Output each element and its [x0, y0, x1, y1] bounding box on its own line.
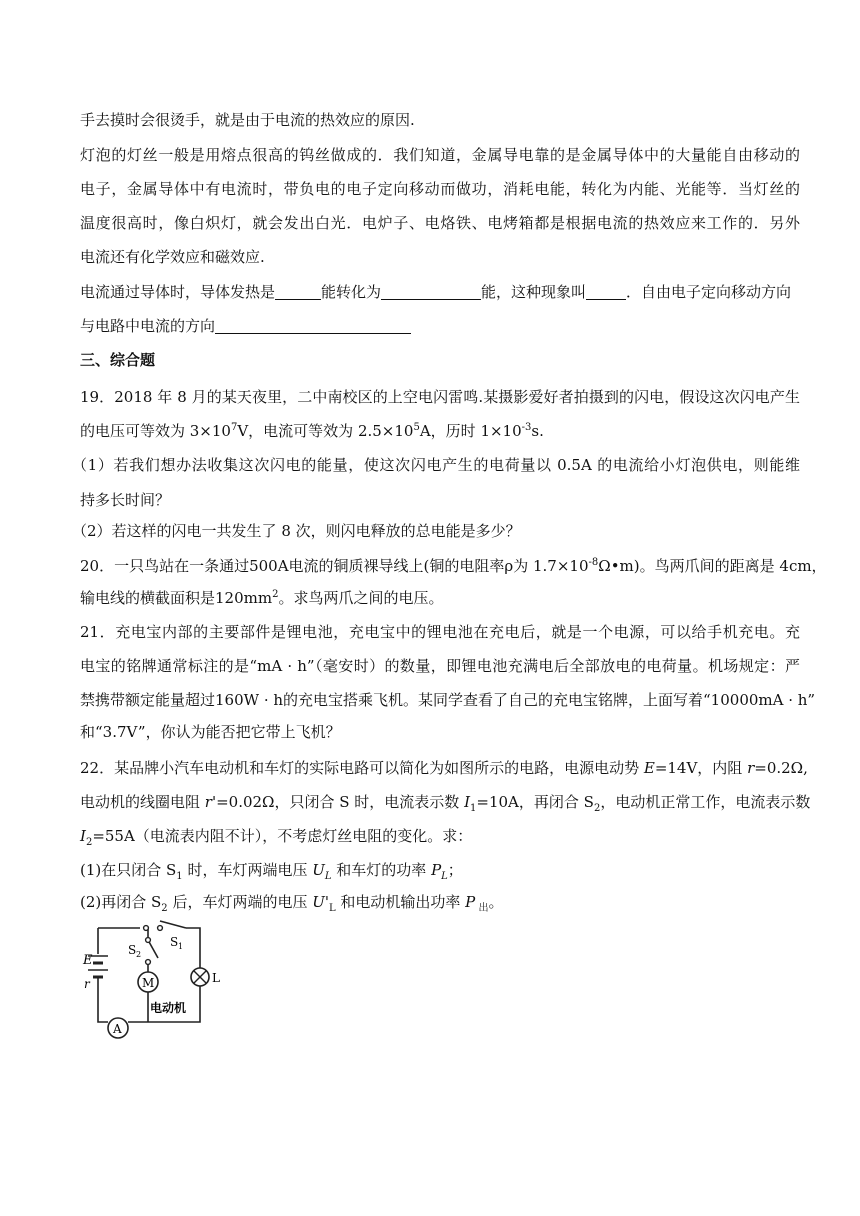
paragraph-line: 电子，金属导体中有电流时，带负电的电子定向移动而做功，消耗电能，转化为内能、光能等．当灯丝的	[80, 180, 800, 198]
text-run: Ω•m)。鸟两爪间的距离是 4cm，	[598, 557, 827, 575]
label-s1: S	[170, 935, 179, 949]
subscript: 2	[85, 837, 93, 848]
question-text: 电流通过导体时，导体发热是	[80, 283, 276, 301]
text-run: 20．一只鸟站在一条通过500A电流的铜质裸导线上(铜的电阻率ρ为 1.7×10	[80, 557, 589, 575]
paragraph-line: 手去摸时会很烫手，就是由于电流的热效应的原因.	[80, 111, 415, 129]
italic-symbol: r	[747, 759, 755, 777]
sub-question-2	[80, 892, 800, 912]
switch-s2-contact	[146, 938, 151, 943]
text-run: 电动机的线圈电阻	[80, 793, 205, 811]
italic-symbol: I	[464, 793, 471, 811]
question-line: 电宝的铭牌通常标注的是“mA · h”（毫安时）的数量，即锂电池充满电后全部放电的电荷量。机场规定：严	[80, 657, 800, 675]
text-run: =14V，内阻	[654, 759, 748, 777]
text-run: ；	[447, 861, 463, 879]
sub-question-1-cont: 持多长时间？	[80, 491, 171, 509]
answer-blank-2[interactable]	[381, 283, 481, 300]
text-run: V，电流可等效为 2.5×10	[237, 422, 414, 440]
question-line	[80, 556, 827, 576]
question-text: ．自由电子定向移动方向	[626, 283, 792, 301]
question-line: 禁携带额定能量超过160W · h的充电宝搭乘飞机。某同学查看了自己的充电宝铭牌，上面写着“10000mA · h”	[80, 691, 816, 709]
label-ammeter: A	[113, 1022, 122, 1036]
superscript: 2	[272, 589, 279, 600]
italic-symbol: P	[431, 861, 442, 879]
text-run: 。求鸟两爪之间的电压。	[278, 589, 444, 607]
sub-question-1	[80, 860, 800, 880]
italic-symbol: r'	[204, 793, 217, 811]
question-text: 能，这种现象叫	[481, 283, 587, 301]
italic-symbol: E	[643, 759, 655, 777]
label-s2: S	[128, 943, 137, 957]
subscript: 1	[176, 871, 183, 882]
label-motor: 电动机	[150, 1001, 187, 1015]
text-run: 时，车灯两端电压	[182, 861, 313, 879]
paragraph-line: 电流还有化学效应和磁效应.	[80, 248, 265, 266]
superscript: -8	[588, 557, 599, 568]
subscript: 2	[161, 903, 168, 914]
question-text: 能转化为	[321, 283, 382, 301]
sub-question-1: （1）若我们想办法收集这次闪电的能量，使这次闪电产生的电荷量以 0.5A 的电流给小灯泡供电，则能维	[72, 456, 800, 474]
superscript: 5	[413, 422, 420, 433]
switch-s2-contact	[146, 960, 151, 965]
subscript: 1	[470, 803, 477, 814]
label-s1-sub: 1	[178, 942, 184, 951]
question-line	[80, 282, 800, 302]
label-internal-resistance: r	[84, 977, 90, 991]
text-run: 。	[488, 893, 504, 911]
italic-symbol: P	[465, 893, 476, 911]
question-text: 与电路中电流的方向	[80, 317, 216, 335]
question-line	[80, 758, 808, 778]
subscript: 出	[475, 903, 489, 914]
subscript: L	[324, 871, 332, 882]
switch-s1-contact	[158, 926, 163, 931]
superscript: 7	[230, 422, 238, 433]
text-run: (1)在只闭合 S	[80, 861, 177, 879]
text-run: 输电线的横截面积是120mm	[80, 589, 273, 607]
question-line: 和“3.7V”，你认为能否把它带上飞机？	[80, 723, 341, 741]
superscript: -3	[521, 422, 532, 433]
text-run: 后，车灯两端的电压	[167, 893, 313, 911]
question-line	[80, 316, 800, 336]
text-run: =10A，再闭合 S	[476, 793, 594, 811]
text-run: s.	[531, 422, 544, 440]
answer-blank-3[interactable]	[586, 283, 626, 300]
label-lamp: L	[212, 971, 220, 985]
question-line	[80, 588, 800, 608]
lamp-icon	[191, 968, 209, 986]
paragraph-line: 灯泡的灯丝一般是用熔点很高的钨丝做成的．我们知道，金属导电靠的是金属导体中的大量能自由移动的	[80, 146, 800, 164]
text-run: =55A（电流表内阻不计），不考虑灯丝电阻的变化。求：	[92, 827, 473, 845]
subscript: L	[328, 903, 336, 914]
subscript: 2	[593, 803, 601, 814]
answer-blank-4[interactable]	[215, 317, 411, 334]
text-run: =0.02Ω，只闭合 S 时，电流表示数	[216, 793, 465, 811]
italic-symbol: I	[80, 827, 86, 845]
label-emf: E	[83, 953, 93, 968]
text-run: 22．某品牌小汽车电动机和车灯的实际电路可以简化为如图所示的电路，电源电动势	[80, 759, 644, 777]
text-run: 和电动机输出功率	[335, 893, 466, 911]
text-run: A，历时 1×10	[419, 422, 522, 440]
label-s2-sub: 2	[136, 950, 142, 959]
italic-symbol: U'	[312, 893, 329, 911]
question-line	[80, 421, 800, 441]
text-run: =0.2Ω,	[754, 759, 808, 777]
subscript: L	[441, 871, 448, 882]
circuit-diagram	[80, 918, 230, 1048]
section-title: 三、综合题	[80, 351, 156, 369]
paragraph-line: 温度很高时，像白炽灯，就会发出白光．电炉子、电烙铁、电烤箱都是根据电流的热效应来工作的．另外	[80, 214, 800, 232]
label-motor-symbol: M	[142, 976, 155, 990]
italic-symbol: U	[312, 861, 325, 879]
question-line: 21．充电宝内部的主要部件是锂电池，充电宝中的锂电池在充电后，就是一个电源，可以给手机充电。充	[80, 623, 800, 641]
answer-blank-1[interactable]	[275, 283, 321, 300]
heat-effect-paragraph	[80, 110, 800, 130]
question-line: 19．2018 年 8 月的某天夜里，二中南校区的上空电闪雷鸣.某摄影爱好者拍摄到的闪电，假设这次闪电产生	[80, 388, 800, 406]
text-run: 的电压可等效为 3×10	[80, 422, 231, 440]
text-run: 和车灯的功率	[331, 861, 432, 879]
text-run: ，电动机正常工作，电流表示数	[600, 793, 811, 811]
question-line	[80, 792, 811, 814]
sub-question-2: （2）若这样的闪电一共发生了 8 次，则闪电释放的总电能是多少？	[72, 522, 521, 540]
question-line	[80, 826, 800, 846]
switch-s1-contact	[144, 926, 149, 931]
text-run: (2)再闭合 S	[80, 893, 162, 911]
